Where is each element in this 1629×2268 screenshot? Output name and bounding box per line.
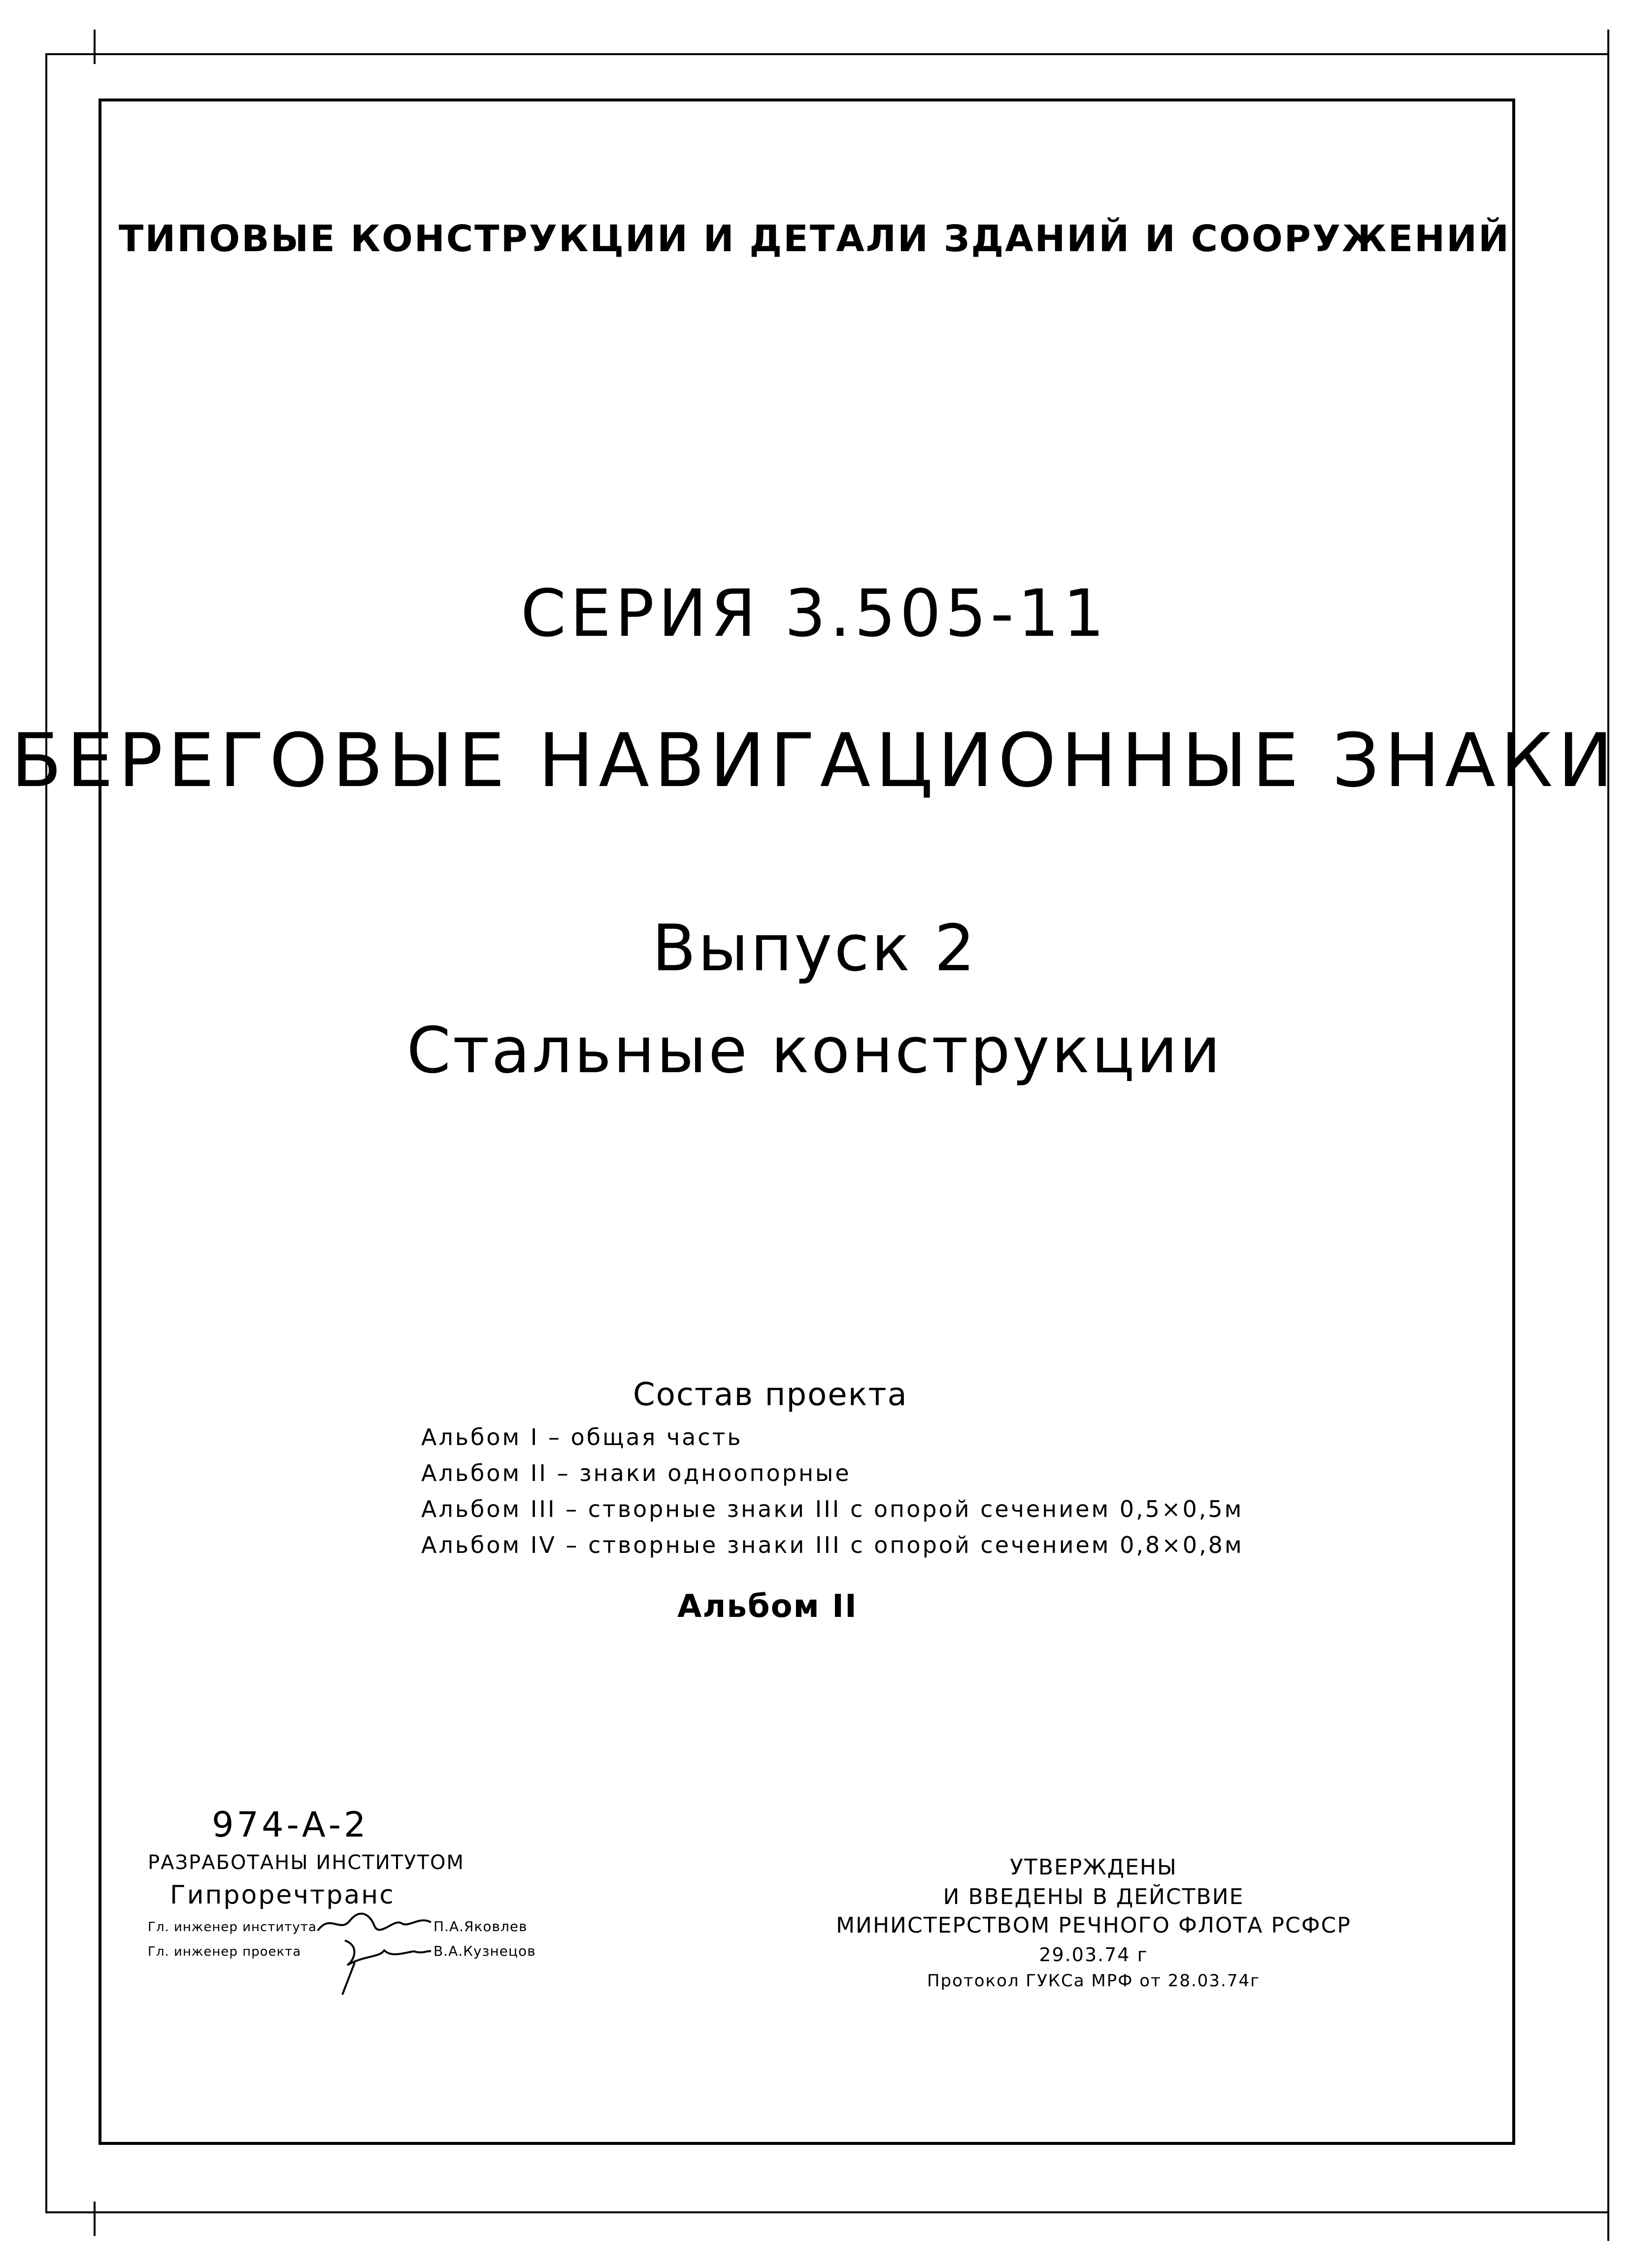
trim-tick-top	[94, 30, 96, 64]
document-code: 974-А-2	[212, 1805, 369, 1845]
approval-line-3: МИНИСТЕРСТВОМ РЕЧНОГО ФЛОТА РСФСР	[836, 1913, 1351, 1938]
approval-date: 29.03.74 г	[1039, 1944, 1148, 1966]
issue-subtitle: Стальные конструкции	[406, 1014, 1223, 1087]
album-list-item: Альбом I – общая часть	[421, 1424, 743, 1450]
trim-line-right	[1607, 30, 1609, 2241]
composition-heading: Состав проекта	[633, 1377, 908, 1413]
document-title: БЕРЕГОВЫЕ НАВИГАЦИОННЫЕ ЗНАКИ	[11, 718, 1618, 804]
current-album: Альбом II	[677, 1588, 858, 1625]
chief-engineer-institute-name: П.А.Яковлев	[433, 1918, 528, 1935]
approval-line-2: И ВВЕДЕНЫ В ДЕЙСТВИЕ	[943, 1884, 1244, 1909]
album-list-item: Альбом II – знаки одноопорные	[421, 1460, 851, 1486]
developed-by-label: РАЗРАБОТАНЫ ИНСТИТУТОМ	[148, 1851, 465, 1874]
institute-name: Гипроречтранс	[170, 1880, 395, 1910]
trim-line-top	[45, 53, 1609, 55]
issue-number: Выпуск 2	[652, 911, 977, 986]
chief-engineer-project-label: Гл. инженер проекта	[148, 1944, 301, 1959]
trim-tick-bottom	[94, 2202, 96, 2236]
approval-line-1: УТВЕРЖДЕНЫ	[1010, 1855, 1177, 1880]
album-list-item: Альбом III – створные знаки III с опорой сечением 0,5×0,5м	[421, 1496, 1244, 1522]
series-number: СЕРИЯ 3.505-11	[520, 576, 1109, 652]
chief-engineer-institute-label: Гл. инженер института	[148, 1920, 317, 1935]
trim-line-bottom	[45, 2211, 1609, 2213]
approval-protocol: Протокол ГУКСа МРФ от 28.03.74г	[927, 1971, 1260, 1991]
chief-engineer-project-name: В.А.Кузнецов	[433, 1943, 536, 1959]
signature-kuznetsov	[325, 1931, 433, 2000]
series-group-heading: ТИПОВЫЕ КОНСТРУКЦИИ И ДЕТАЛИ ЗДАНИЙ И СООРУЖЕНИЙ	[118, 218, 1511, 260]
album-list-item: Альбом IV – створные знаки III с опорой сечением 0,8×0,8м	[421, 1532, 1244, 1558]
trim-line-left	[45, 53, 47, 2213]
